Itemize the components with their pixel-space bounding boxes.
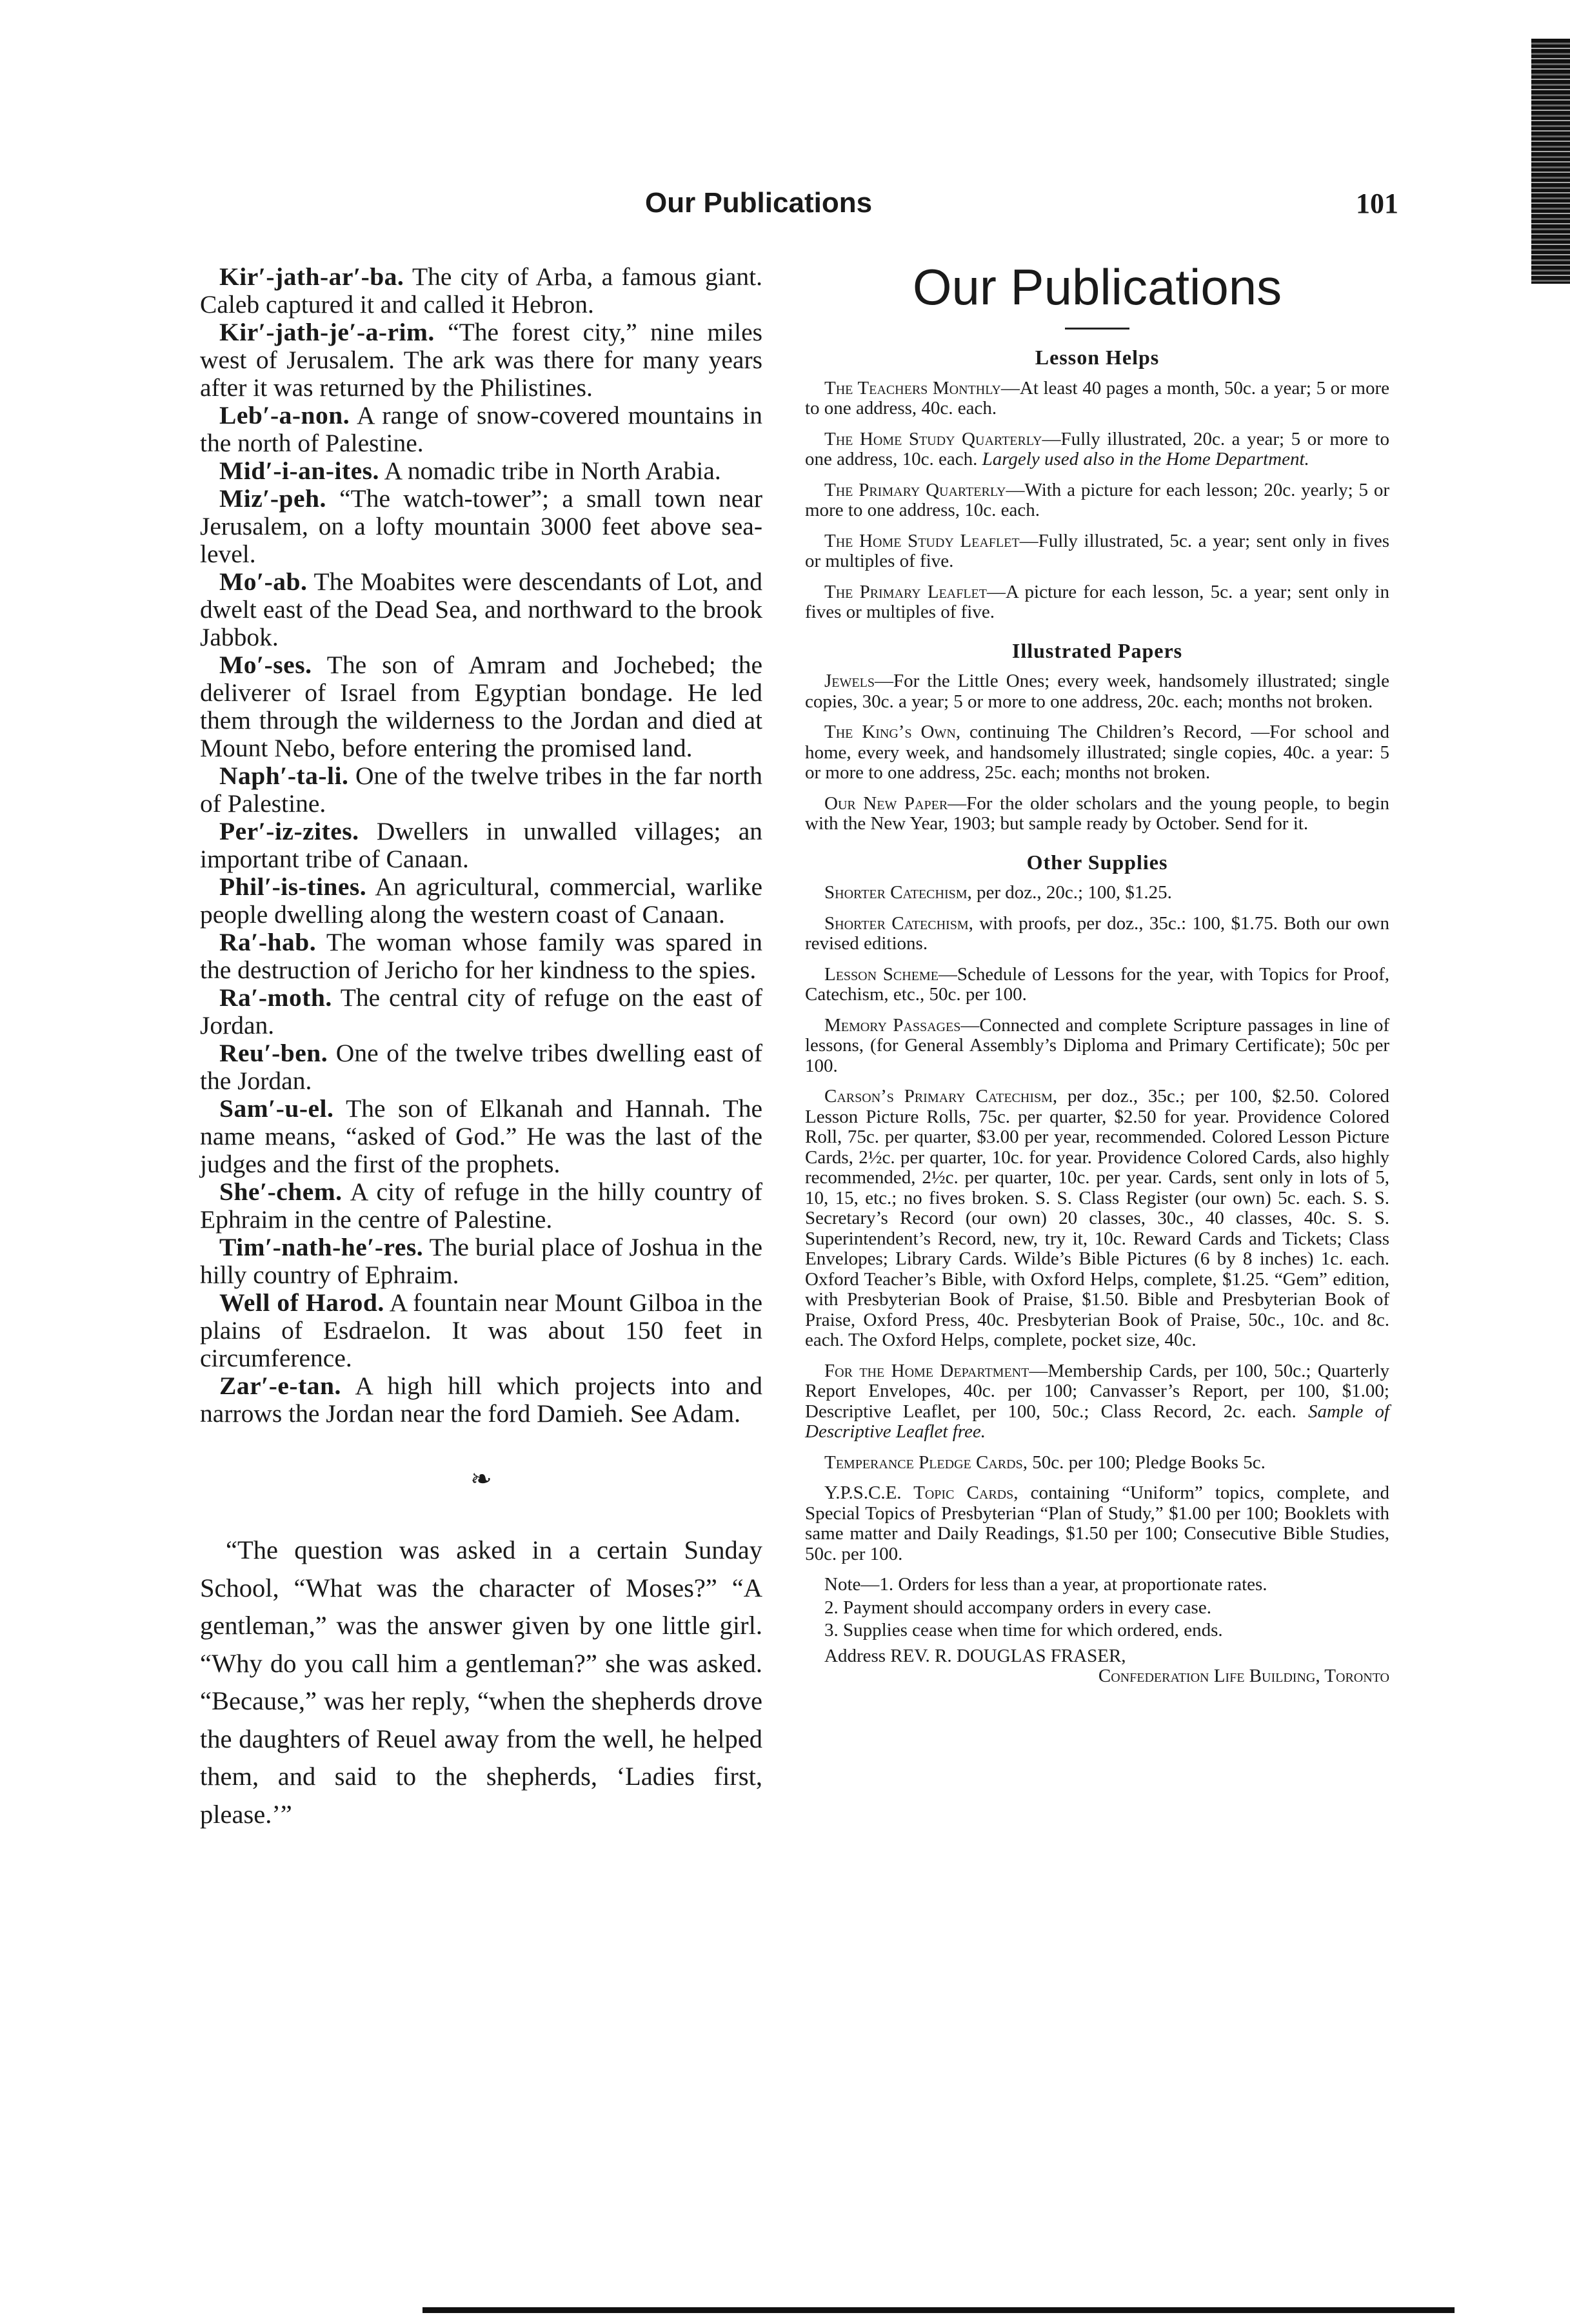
publication-description: , with proofs, per doz., 35c.: 100, $1.75. Both our own revised editions. <box>805 912 1389 954</box>
glossary-headword: Ra′-hab. <box>219 928 317 956</box>
glossary-definition: A fountain near Mount Gilboa in the plains of Esdraelon. It was about 150 feet in circumference. <box>200 1288 763 1372</box>
publication-name: The Home Study Leaflet <box>824 530 1020 551</box>
address-place: Confederation Life Building, Toronto <box>1098 1666 1389 1686</box>
publication-item <box>805 1483 1389 1564</box>
section-heading-lesson-helps: Lesson Helps <box>1035 346 1160 369</box>
running-title: Our Publications <box>645 187 873 219</box>
glossary-headword: Leb′-a-non. <box>219 401 350 429</box>
publication-item <box>805 671 1389 712</box>
publication-name: The Teachers Monthly <box>824 377 1001 399</box>
order-note: 3. Supplies cease when time for which ordered, ends. <box>824 1620 1223 1640</box>
glossary-entry <box>200 263 762 319</box>
publication-description: , per doz., 20c.; 100, $1.25. <box>967 882 1172 903</box>
publication-name: For the Home Department <box>824 1360 1029 1381</box>
glossary-entry <box>200 651 762 762</box>
illustrated-papers-list <box>805 671 1389 834</box>
publication-name: Y.P.S.C.E. Topic Cards <box>824 1482 1014 1503</box>
glossary-definition: The central city of refuge on the east of Jordan. <box>200 983 762 1039</box>
publication-description: —Membership Cards, per 100, 50c.; Quarterly Report Envelopes, 40c. per 100; Canvasser’s Report, per 100, $1.00; Descriptive Leaflet, per 100, 50c.; Class Record, 2c. each. <box>805 1360 1389 1422</box>
glossary-entry <box>200 818 762 873</box>
bottom-rule <box>422 2307 1455 2313</box>
publication-description: , containing “Uniform” topics, complete, and Special Topics of Presbyterian “Plan of Study,” $1.00 per 100; Booklets with same matter and Daily Readings, $1.50 per 100; Consecutive Bible Studies, 50c. per 100. <box>805 1482 1389 1564</box>
publication-name: Carson’s Primary Catechism <box>824 1086 1053 1107</box>
publication-item <box>805 429 1389 470</box>
publication-item <box>805 883 1389 903</box>
glossary-entry <box>200 984 762 1039</box>
glossary-headword: She′-chem. <box>219 1177 343 1206</box>
notes-list <box>805 1575 1389 1641</box>
publication-description: —Schedule of Lessons for the year, with Topics for Proof, Catechism, etc., 50c. per 100. <box>805 963 1389 1005</box>
glossary-definition: A city of refuge in the hilly country of Ephraim in the centre of Palestine. <box>200 1177 762 1234</box>
glossary-definition: One of the twelve tribes dwelling east of the Jordan. <box>200 1039 762 1095</box>
glossary-entry <box>200 1095 762 1178</box>
publications-title: Our Publications <box>912 259 1282 315</box>
glossary-entry <box>200 1289 762 1372</box>
publication-item <box>805 965 1389 1005</box>
order-note: Note—1. Orders for less than a year, at proportionate rates. <box>824 1574 1267 1595</box>
glossary-headword: Zar′-e-tan. <box>219 1372 341 1400</box>
section-heading-illustrated-papers: Illustrated Papers <box>1011 638 1183 662</box>
publication-name: Shorter Catechism <box>824 882 968 903</box>
publication-description: —Fully illustrated, 20c. a year; 5 or more to one address, 10c. each. <box>805 428 1390 469</box>
glossary-headword: Kir′-jath-ar′-ba. <box>219 262 404 291</box>
glossary-definition: One of the twelve tribes in the far north of Palestine. <box>200 762 762 818</box>
glossary-entry <box>200 762 762 818</box>
publication-item <box>805 379 1389 419</box>
publication-description: —With a picture for each lesson; 20c. yearly; 5 or more to one address, 10c. each. <box>805 479 1389 520</box>
glossary-headword: Mo′-ab. <box>219 567 308 596</box>
publication-item <box>805 531 1389 572</box>
order-note: 2. Payment should accompany orders in every case. <box>824 1597 1211 1618</box>
publication-name: Shorter Catechism <box>824 912 969 934</box>
publication-item <box>805 582 1389 623</box>
publication-name: The Primary Quarterly <box>824 479 1006 500</box>
glossary-entry <box>200 1039 762 1095</box>
publication-item <box>805 1016 1389 1077</box>
scan-edge-mark <box>1531 39 1570 284</box>
glossary-definition: A high hill which projects into and narrows the Jordan near the ford Damieh. See Adam. <box>200 1372 762 1428</box>
glossary-definition: A nomadic tribe in North Arabia. <box>379 457 721 485</box>
glossary-entry <box>200 873 762 929</box>
anecdote-text: “The question was asked in a certain Sunday School, “What was the character of Moses?” “A gentleman,” was the answer given by one little girl. “Why do you call him a gentleman?” she was asked. “Because,” was her reply, “when the shepherds drove the daughters of Reuel away from the well, he helped them, and said to the shepherds, ‘Ladies first, please.’” <box>200 1535 762 1829</box>
publication-item <box>805 914 1389 954</box>
page-number: 101 <box>1356 188 1398 219</box>
glossary-entry <box>200 485 762 568</box>
glossary-definition: “The watch-tower”; a small town near Jerusalem, on a lofty mountain 3000 feet above sea-level. <box>200 484 762 568</box>
publication-description: —At least 40 pages a month, 50c. a year; 5 or more to one address, 40c. each. <box>805 377 1389 419</box>
publication-name: Memory Passages <box>824 1014 961 1036</box>
publication-item <box>805 722 1389 783</box>
glossary-entry <box>200 457 762 485</box>
glossary-headword: Sam′-u-el. <box>219 1094 334 1123</box>
glossary-definition: A range of snow-covered mountains in the north of Palestine. <box>200 401 762 457</box>
publication-name: The Primary Leaflet <box>824 581 987 602</box>
glossary-headword: Mo′-ses. <box>219 651 312 679</box>
glossary-headword: Naph′-ta-li. <box>219 762 349 790</box>
publication-description: —For the Little Ones; every week, handsomely illustrated; single copies, 30c. a year; 5 or more to one address, 20c. each; months not broken. <box>805 671 1389 712</box>
publication-description: —A picture for each lesson, 5c. a year; sent only in fives or multiples of five. <box>805 581 1389 622</box>
glossary-entry <box>200 568 762 651</box>
glossary-entry <box>200 1372 762 1428</box>
glossary-headword: Miz′-peh. <box>219 484 326 513</box>
ornament-icon: ❧ <box>470 1464 492 1493</box>
publications-column <box>805 258 1389 1687</box>
glossary-headword: Tim′-nath-he′-res. <box>219 1233 424 1261</box>
glossary-entry <box>200 319 762 402</box>
publication-item <box>805 794 1389 834</box>
publication-description: , per doz., 35c.; per 100, $2.50. Colored Lesson Picture Rolls, 75c. per quarter, $2.50 for year. Providence Colored Roll, 75c. per quarter, $3.00 per year, recommended. Colored Lesson Picture Cards, 2½c. per quarter, 10c. for year. Providence Colored Cards, also highly recommended, 2½c. per quarter, 10c. per year. Cards, sent only in lots of 5, 10, 15, etc.; no fives broken. S. S. Class Register (our own) 5c. each. S. S. Secretary’s Record (our own) 20 classes, 30c., 40 classes, 40c. S. S. Superintendent’s Record, new, try it, 10c. Reward Cards and Tickets; Class Envelopes; Library Cards. Wilde’s Bible Pictures (6 by 8 inches) 1c. each. Oxford Teacher’s Bible, with Oxford Helps, complete, $1.25. “Gem” edition, with Presbyterian Book of Praise, $1.50. Bible and Presbyterian Book of Praise, Oxford Press, 40c. Presbyterian Book of Praise, 50c., 10c. and 8c. each. The Oxford Helps, complete, pocket size, 40c. <box>805 1086 1389 1350</box>
publication-item <box>805 1087 1389 1351</box>
glossary-definition: The son of Amram and Jochebed; the deliverer of Israel from Egyptian bondage. He led them through the wilderness to the Jordan and died at Mount Nebo, before entering the promised land. <box>200 651 762 762</box>
glossary-definition: The city of Arba, a famous giant. Caleb captured it and called it Hebron. <box>200 262 762 319</box>
publication-item <box>805 1361 1389 1443</box>
glossary-entry <box>200 929 762 984</box>
glossary-column <box>200 263 762 1833</box>
publication-item <box>805 1453 1389 1473</box>
glossary-definition: An agricultural, commercial, warlike people dwelling along the western coast of Canaan. <box>200 872 762 929</box>
glossary-definition: The burial place of Joshua in the hilly country of Ephraim. <box>200 1233 762 1289</box>
glossary-headword: Mid′-i-an-ites. <box>219 457 379 485</box>
publication-name: The Home Study Quarterly <box>824 428 1042 449</box>
glossary-headword: Per′-iz-zites. <box>219 817 359 845</box>
address-line: Address REV. R. DOUGLAS FRASER, <box>824 1645 1126 1666</box>
glossary-list <box>200 263 762 1428</box>
glossary-headword: Reu′-ben. <box>219 1039 328 1067</box>
publication-description: , 50c. per 100; Pledge Books 5c. <box>1022 1452 1266 1473</box>
glossary-headword: Kir′-jath-je′-a-rim. <box>219 318 435 346</box>
lesson-helps-list <box>805 379 1389 623</box>
glossary-entry <box>200 1178 762 1234</box>
publication-description: —Connected and complete Scripture passages in line of lessons, (for General Assembly’s Diploma and Primary Certificate); 50c per 100. <box>805 1014 1390 1076</box>
glossary-headword: Ra′-moth. <box>219 983 332 1012</box>
glossary-definition: The son of Elkanah and Hannah. The name means, “asked of God.” He was the last of the judges and the first of the prophets. <box>200 1094 762 1178</box>
glossary-definition: “The forest city,” nine miles west of Jerusalem. The ark was there for many years after it was returned by the Philistines. <box>200 318 762 402</box>
publication-name: The King’s Own <box>824 722 956 742</box>
glossary-definition: The Moabites were descendants of Lot, and dwelt east of the Dead Sea, and northward to the brook Jabbok. <box>200 567 762 651</box>
title-rule <box>1065 328 1129 330</box>
publication-item <box>805 480 1389 521</box>
publication-name: Temperance Pledge Cards <box>824 1452 1023 1473</box>
section-heading-other-supplies: Other Supplies <box>1026 850 1168 874</box>
publication-description: —For the older scholars and the young people, to begin with the New Year, 1903; but sample ready by October. Send for it. <box>805 793 1390 834</box>
publication-description: —Fully illustrated, 5c. a year; sent only in fives or multiples of five. <box>805 530 1389 571</box>
publication-description: , continuing The Children’s Record, —For school and home, every week, and handsomely illustrated; single copies, 40c. a year: 5 or more to one address, 25c. each; months not broken. <box>805 722 1389 783</box>
publication-note: Largely used also in the Home Department. <box>982 449 1309 469</box>
glossary-definition: Dwellers in unwalled villages; an important tribe of Canaan. <box>200 817 762 873</box>
glossary-headword: Phil′-is-tines. <box>219 872 367 901</box>
glossary-definition: The woman whose family was spared in the destruction of Jericho for her kindness to the spies. <box>200 928 762 984</box>
publication-name: Lesson Scheme <box>824 963 939 985</box>
publication-name: Our New Paper <box>824 793 948 814</box>
publication-name: Jewels <box>824 671 875 691</box>
glossary-entry <box>200 1234 762 1289</box>
glossary-entry <box>200 402 762 457</box>
publication-note: Sample of Descriptive Leaflet free. <box>805 1401 1389 1442</box>
glossary-headword: Well of Harod. <box>219 1288 384 1317</box>
other-supplies-list <box>805 883 1389 1564</box>
